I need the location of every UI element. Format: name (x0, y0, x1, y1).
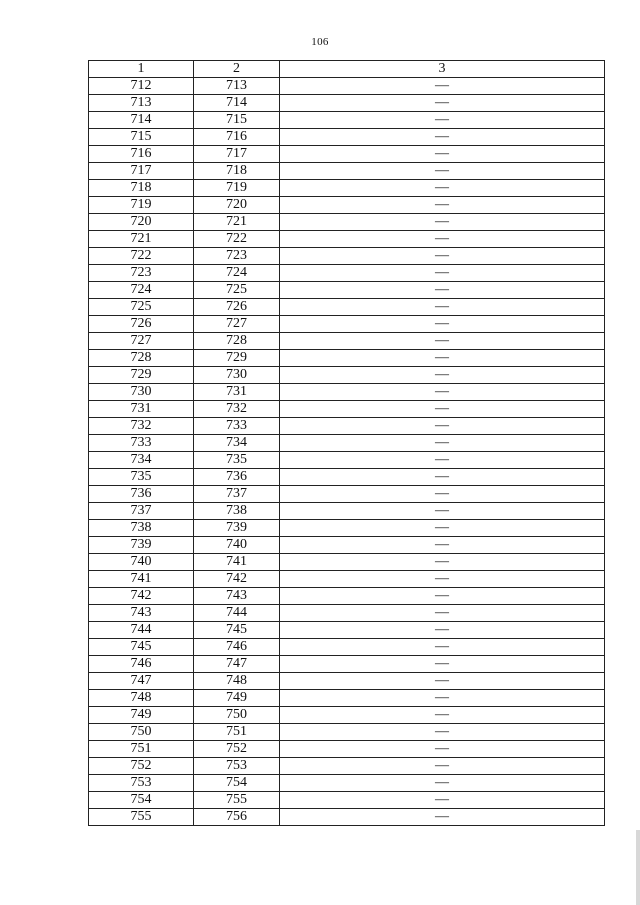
table-cell-col1: 722 (89, 248, 194, 265)
table-cell-col2: 722 (194, 231, 280, 248)
table-row (89, 418, 605, 435)
table-cell-col2: 756 (194, 809, 280, 826)
table-cell-col1: 743 (89, 605, 194, 622)
table-cell-col1: 712 (89, 78, 194, 95)
table-cell-col1: 727 (89, 333, 194, 350)
table-cell-col3: — (280, 656, 605, 673)
table-cell-col1: 744 (89, 622, 194, 639)
table-cell-col1: 748 (89, 690, 194, 707)
table-row (89, 588, 605, 605)
table-row (89, 707, 605, 724)
table-cell-col2: 731 (194, 384, 280, 401)
table-cell-col2: 752 (194, 741, 280, 758)
data-table (88, 60, 605, 826)
table-cell-col2: 736 (194, 469, 280, 486)
table-cell-col3: — (280, 265, 605, 282)
table-row (89, 401, 605, 418)
table-cell-col3: — (280, 724, 605, 741)
table-row (89, 95, 605, 112)
table-cell-col3: — (280, 486, 605, 503)
table-cell-col1: 736 (89, 486, 194, 503)
table-cell-col2: 714 (194, 95, 280, 112)
column-header-3: 3 (280, 61, 605, 78)
table-row (89, 282, 605, 299)
table-cell-col3: — (280, 95, 605, 112)
table-row (89, 367, 605, 384)
table-cell-col3: — (280, 571, 605, 588)
table-row (89, 384, 605, 401)
table-cell-col1: 716 (89, 146, 194, 163)
table-cell-col2: 718 (194, 163, 280, 180)
table-cell-col2: 733 (194, 418, 280, 435)
table-cell-col2: 751 (194, 724, 280, 741)
table-row (89, 180, 605, 197)
table-cell-col2: 743 (194, 588, 280, 605)
table-cell-col1: 751 (89, 741, 194, 758)
table-cell-col2: 740 (194, 537, 280, 554)
table-cell-col2: 720 (194, 197, 280, 214)
table-cell-col3: — (280, 333, 605, 350)
table-cell-col1: 726 (89, 316, 194, 333)
table-cell-col2: 739 (194, 520, 280, 537)
table-cell-col1: 735 (89, 469, 194, 486)
table-row (89, 452, 605, 469)
table-cell-col2: 721 (194, 214, 280, 231)
table-cell-col2: 734 (194, 435, 280, 452)
table-cell-col3: — (280, 503, 605, 520)
table-row (89, 350, 605, 367)
table-cell-col3: — (280, 367, 605, 384)
table-cell-col2: 730 (194, 367, 280, 384)
table-cell-col3: — (280, 588, 605, 605)
table-cell-col1: 740 (89, 554, 194, 571)
table-cell-col1: 718 (89, 180, 194, 197)
table-cell-col2: 732 (194, 401, 280, 418)
table-cell-col2: 755 (194, 792, 280, 809)
table-cell-col3: — (280, 741, 605, 758)
table-cell-col1: 749 (89, 707, 194, 724)
page-number: 106 (311, 36, 329, 48)
table-row (89, 146, 605, 163)
table-cell-col3: — (280, 282, 605, 299)
table-row (89, 197, 605, 214)
table-cell-col1: 745 (89, 639, 194, 656)
table-cell-col2: 715 (194, 112, 280, 129)
table-cell-col1: 714 (89, 112, 194, 129)
table-row (89, 163, 605, 180)
table-row (89, 486, 605, 503)
table-cell-col2: 719 (194, 180, 280, 197)
table-row (89, 231, 605, 248)
table-cell-col1: 717 (89, 163, 194, 180)
table-row (89, 809, 605, 826)
table-row (89, 673, 605, 690)
table-cell-col2: 725 (194, 282, 280, 299)
table-row (89, 299, 605, 316)
table-row (89, 792, 605, 809)
table-cell-col3: — (280, 112, 605, 129)
table-cell-col3: — (280, 554, 605, 571)
table-cell-col3: — (280, 214, 605, 231)
table-cell-col1: 734 (89, 452, 194, 469)
table-cell-col2: 717 (194, 146, 280, 163)
table-cell-col1: 754 (89, 792, 194, 809)
table-cell-col2: 735 (194, 452, 280, 469)
table-row (89, 605, 605, 622)
table-row (89, 265, 605, 282)
table-cell-col1: 715 (89, 129, 194, 146)
table-row (89, 520, 605, 537)
table-cell-col3: — (280, 809, 605, 826)
table-row (89, 741, 605, 758)
table-row (89, 554, 605, 571)
table-cell-col2: 745 (194, 622, 280, 639)
table-row (89, 639, 605, 656)
table-row (89, 333, 605, 350)
table-cell-col3: — (280, 792, 605, 809)
table-row (89, 758, 605, 775)
table-cell-col3: — (280, 520, 605, 537)
table-cell-col1: 747 (89, 673, 194, 690)
table-row (89, 775, 605, 792)
table-row (89, 435, 605, 452)
table-cell-col3: — (280, 690, 605, 707)
table-header-row (89, 61, 605, 78)
table-cell-col2: 742 (194, 571, 280, 588)
table-cell-col3: — (280, 469, 605, 486)
table-row (89, 248, 605, 265)
table-cell-col1: 721 (89, 231, 194, 248)
table-cell-col1: 739 (89, 537, 194, 554)
table-cell-col3: — (280, 350, 605, 367)
table-cell-col1: 732 (89, 418, 194, 435)
table-cell-col1: 713 (89, 95, 194, 112)
table-row (89, 537, 605, 554)
table-cell-col1: 731 (89, 401, 194, 418)
table-cell-col2: 729 (194, 350, 280, 367)
table-cell-col3: — (280, 537, 605, 554)
table-cell-col1: 755 (89, 809, 194, 826)
table-cell-col1: 729 (89, 367, 194, 384)
table-cell-col1: 746 (89, 656, 194, 673)
table-cell-col1: 737 (89, 503, 194, 520)
table-cell-col3: — (280, 129, 605, 146)
table-cell-col2: 728 (194, 333, 280, 350)
table-cell-col1: 728 (89, 350, 194, 367)
table-cell-col3: — (280, 299, 605, 316)
table-cell-col3: — (280, 180, 605, 197)
table-row (89, 78, 605, 95)
table-cell-col2: 744 (194, 605, 280, 622)
table-cell-col3: — (280, 197, 605, 214)
table-cell-col1: 750 (89, 724, 194, 741)
table-row (89, 656, 605, 673)
table-cell-col2: 747 (194, 656, 280, 673)
table-cell-col2: 746 (194, 639, 280, 656)
table-cell-col2: 737 (194, 486, 280, 503)
table-cell-col3: — (280, 418, 605, 435)
table-cell-col1: 733 (89, 435, 194, 452)
table-cell-col2: 738 (194, 503, 280, 520)
table-row (89, 503, 605, 520)
table-cell-col2: 754 (194, 775, 280, 792)
table-cell-col3: — (280, 316, 605, 333)
table-row (89, 690, 605, 707)
table-cell-col2: 741 (194, 554, 280, 571)
table-cell-col1: 741 (89, 571, 194, 588)
table-row (89, 622, 605, 639)
table-cell-col1: 738 (89, 520, 194, 537)
table-cell-col3: — (280, 231, 605, 248)
page-edge-shadow (636, 830, 640, 905)
table-body (89, 78, 605, 826)
table-cell-col3: — (280, 248, 605, 265)
table-cell-col2: 748 (194, 673, 280, 690)
table-cell-col3: — (280, 639, 605, 656)
table-cell-col1: 752 (89, 758, 194, 775)
table-cell-col3: — (280, 622, 605, 639)
table-cell-col1: 720 (89, 214, 194, 231)
table-cell-col3: — (280, 146, 605, 163)
table-cell-col2: 750 (194, 707, 280, 724)
table-cell-col2: 753 (194, 758, 280, 775)
table-cell-col3: — (280, 384, 605, 401)
table-cell-col3: — (280, 78, 605, 95)
table-row (89, 316, 605, 333)
table-cell-col2: 724 (194, 265, 280, 282)
table-row (89, 129, 605, 146)
table-cell-col1: 725 (89, 299, 194, 316)
table-cell-col2: 713 (194, 78, 280, 95)
table-row (89, 469, 605, 486)
table-cell-col2: 726 (194, 299, 280, 316)
table-cell-col2: 727 (194, 316, 280, 333)
table-row (89, 112, 605, 129)
column-header-1: 1 (89, 61, 194, 78)
table-cell-col2: 723 (194, 248, 280, 265)
table-cell-col1: 723 (89, 265, 194, 282)
table-cell-col3: — (280, 707, 605, 724)
table-cell-col1: 719 (89, 197, 194, 214)
table-cell-col3: — (280, 758, 605, 775)
table-cell-col1: 730 (89, 384, 194, 401)
table-row (89, 214, 605, 231)
table-row (89, 724, 605, 741)
column-header-2: 2 (194, 61, 280, 78)
table-cell-col2: 716 (194, 129, 280, 146)
table-cell-col3: — (280, 163, 605, 180)
table-cell-col1: 742 (89, 588, 194, 605)
table-row (89, 571, 605, 588)
table-cell-col3: — (280, 401, 605, 418)
table-cell-col3: — (280, 452, 605, 469)
table-cell-col1: 753 (89, 775, 194, 792)
table-cell-col3: — (280, 775, 605, 792)
table-cell-col3: — (280, 673, 605, 690)
table-cell-col1: 724 (89, 282, 194, 299)
table-cell-col3: — (280, 605, 605, 622)
table-cell-col3: — (280, 435, 605, 452)
table-cell-col2: 749 (194, 690, 280, 707)
